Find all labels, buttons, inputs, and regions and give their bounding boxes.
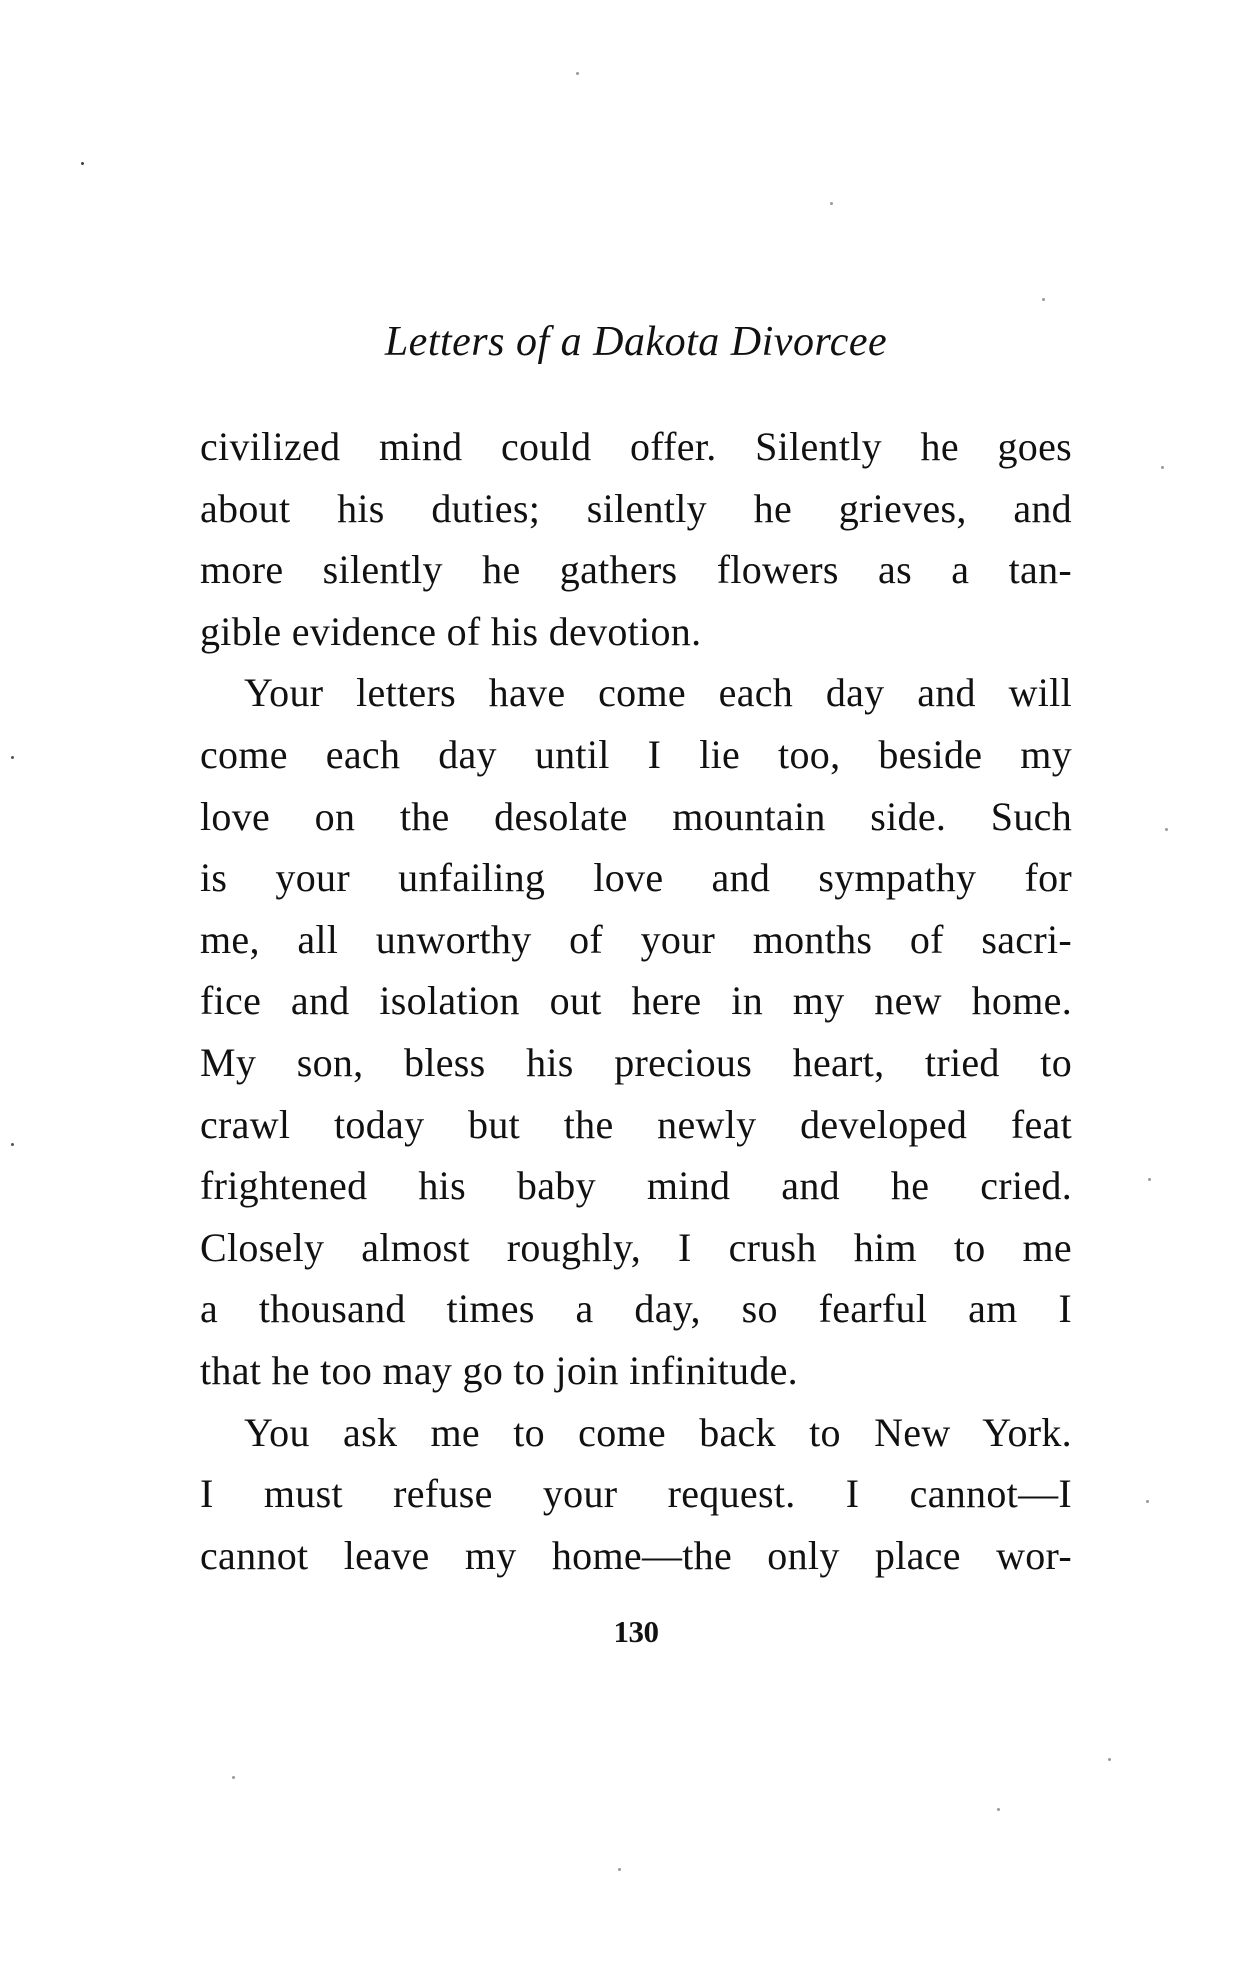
scan-speck (1146, 1500, 1149, 1503)
text-line: My son, bless his precious heart, tried to (200, 1039, 1072, 1085)
scan-speck (1108, 1758, 1111, 1761)
text-line: I must refuse your request. I cannot—I (200, 1471, 1072, 1517)
scan-speck (576, 72, 579, 75)
text-line: that he too may go to join infinitude. (200, 1347, 798, 1393)
text-line: Your letters have come each day and will (244, 670, 1072, 716)
text-line: gible evidence of his devotion. (200, 608, 702, 654)
text-line: Closely almost roughly, I crush him to me (200, 1224, 1072, 1270)
text-line: more silently he gathers flowers as a tan- (200, 547, 1072, 593)
scan-speck (11, 756, 14, 759)
scan-speck (830, 202, 833, 205)
scan-speck (1161, 466, 1164, 469)
text-line: frightened his baby mind and he cried. (200, 1163, 1072, 1209)
text-line: You ask me to come back to New York. (244, 1409, 1072, 1455)
text-line: about his duties; silently he grieves, and (200, 485, 1072, 531)
page-number: 130 (613, 1614, 659, 1649)
text-line: fice and isolation out here in my new home. (200, 978, 1072, 1024)
body-text (200, 416, 1072, 1586)
scan-speck (618, 1868, 621, 1871)
running-head: Letters of a Dakota Divorcee (384, 319, 888, 365)
text-line: love on the desolate mountain side. Such (200, 793, 1072, 839)
scan-speck (81, 162, 84, 165)
scan-speck (11, 1143, 14, 1146)
scan-speck (1165, 828, 1168, 831)
text-line: civilized mind could offer. Silently he goes (200, 424, 1072, 469)
scan-speck (1042, 298, 1045, 301)
text-line: me, all unworthy of your months of sacri- (200, 916, 1072, 962)
text-line: is your unfailing love and sympathy for (200, 855, 1072, 901)
text-line: crawl today but the newly developed feat (200, 1101, 1072, 1147)
text-line: cannot leave my home—the only place wor- (200, 1532, 1072, 1578)
text-line: a thousand times a day, so fearful am I (200, 1286, 1072, 1332)
scan-speck (997, 1808, 1000, 1811)
scan-speck (232, 1776, 235, 1779)
scan-speck (1148, 1178, 1151, 1181)
text-line: come each day until I lie too, beside my (200, 731, 1072, 777)
